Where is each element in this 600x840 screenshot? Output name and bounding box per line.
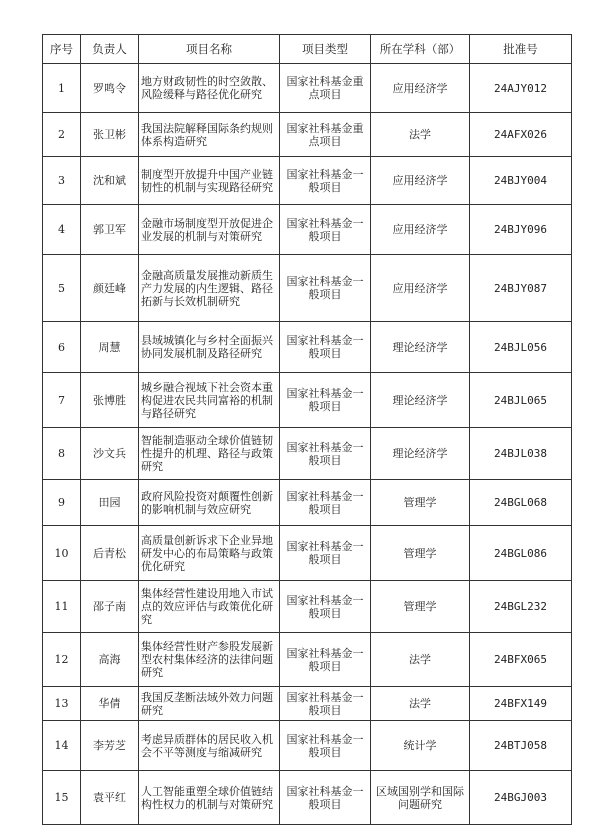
cell-leader: 华倩 [81, 687, 139, 721]
table-row [43, 205, 572, 255]
cell-discipline: 理论经济学 [371, 428, 470, 480]
cell-approval-no: 24BJY087 [470, 255, 572, 322]
cell-index: 4 [43, 205, 81, 255]
cell-approval-no: 24BJL038 [470, 428, 572, 480]
cell-index: 13 [43, 687, 81, 721]
cell-project-name: 城乡融合视域下社会资本重构促进农民共同富裕的机制与路径研究 [139, 373, 280, 428]
cell-index: 12 [43, 633, 81, 687]
cell-index: 1 [43, 64, 81, 113]
cell-index: 5 [43, 255, 81, 322]
cell-project-type: 国家社科基金一般项目 [280, 157, 371, 205]
cell-leader: 袁平红 [81, 771, 139, 825]
cell-discipline: 应用经济学 [371, 205, 470, 255]
cell-project-name: 地方财政韧性的时空敛散、风险缓释与路径优化研究 [139, 64, 280, 113]
cell-discipline: 理论经济学 [371, 373, 470, 428]
cell-project-name: 我国法院解释国际条约规则体系构造研究 [139, 113, 280, 157]
cell-leader: 张卫彬 [81, 113, 139, 157]
cell-approval-no: 24AFX026 [470, 113, 572, 157]
cell-leader: 邵子南 [81, 581, 139, 633]
cell-discipline: 理论经济学 [371, 322, 470, 373]
cell-index: 15 [43, 771, 81, 825]
cell-index: 3 [43, 157, 81, 205]
cell-discipline: 区域国别学和国际问题研究 [371, 771, 470, 825]
table-row [43, 721, 572, 771]
cell-discipline: 应用经济学 [371, 64, 470, 113]
cell-approval-no: 24BGL086 [470, 526, 572, 581]
cell-approval-no: 24BJY096 [470, 205, 572, 255]
table-row [43, 687, 572, 721]
cell-leader: 颜廷峰 [81, 255, 139, 322]
cell-approval-no: 24BFX149 [470, 687, 572, 721]
cell-project-name: 人工智能重塑全球价值链结构性权力的机制与对策研究 [139, 771, 280, 825]
cell-discipline: 管理学 [371, 480, 470, 526]
cell-project-name: 政府风险投资对颠覆性创新的影响机制与效应研究 [139, 480, 280, 526]
cell-index: 7 [43, 373, 81, 428]
cell-index: 6 [43, 322, 81, 373]
table-row [43, 255, 572, 322]
cell-leader: 李芳芝 [81, 721, 139, 771]
header-project-type: 项目类型 [280, 35, 371, 64]
cell-approval-no: 24BTJ058 [470, 721, 572, 771]
cell-project-type: 国家社科基金一般项目 [280, 322, 371, 373]
cell-project-type: 国家社科基金一般项目 [280, 581, 371, 633]
projects-table [42, 34, 572, 825]
cell-discipline: 法学 [371, 687, 470, 721]
table-row [43, 322, 572, 373]
header-project-name: 项目名称 [139, 35, 280, 64]
cell-project-type: 国家社科基金一般项目 [280, 255, 371, 322]
cell-discipline: 统计学 [371, 721, 470, 771]
cell-project-name: 我国反垄断法域外效力问题研究 [139, 687, 280, 721]
table-row [43, 373, 572, 428]
cell-discipline: 管理学 [371, 526, 470, 581]
cell-project-name: 智能制造驱动全球价值链韧性提升的机理、路径与政策研究 [139, 428, 280, 480]
cell-project-name: 金融高质量发展推动新质生产力发展的内生逻辑、路径拓新与长效机制研究 [139, 255, 280, 322]
cell-leader: 沙文兵 [81, 428, 139, 480]
cell-leader: 张博胜 [81, 373, 139, 428]
cell-index: 11 [43, 581, 81, 633]
cell-project-name: 集体经营性财产参股发展新型农村集体经济的法律问题研究 [139, 633, 280, 687]
cell-project-name: 制度型开放提升中国产业链韧性的机制与实现路径研究 [139, 157, 280, 205]
header-index: 序号 [43, 35, 81, 64]
cell-discipline: 应用经济学 [371, 157, 470, 205]
table-row [43, 157, 572, 205]
cell-project-name: 县域城镇化与乡村全面振兴协同发展机制及路径研究 [139, 322, 280, 373]
cell-index: 10 [43, 526, 81, 581]
header-approval-no: 批准号 [470, 35, 572, 64]
cell-discipline: 法学 [371, 113, 470, 157]
table-row [43, 633, 572, 687]
cell-project-name: 高质量创新诉求下企业异地研发中心的布局策略与政策优化研究 [139, 526, 280, 581]
cell-leader: 沈和斌 [81, 157, 139, 205]
cell-leader: 罗鸣令 [81, 64, 139, 113]
cell-project-type: 国家社科基金一般项目 [280, 428, 371, 480]
cell-leader: 高海 [81, 633, 139, 687]
cell-discipline: 法学 [371, 633, 470, 687]
table-row [43, 113, 572, 157]
cell-approval-no: 24BGJ003 [470, 771, 572, 825]
cell-approval-no: 24BFX065 [470, 633, 572, 687]
cell-project-type: 国家社科基金一般项目 [280, 687, 371, 721]
cell-project-type: 国家社科基金一般项目 [280, 771, 371, 825]
table-row [43, 64, 572, 113]
cell-project-type: 国家社科基金一般项目 [280, 373, 371, 428]
cell-leader: 周慧 [81, 322, 139, 373]
header-row [43, 35, 572, 64]
cell-project-type: 国家社科基金一般项目 [280, 721, 371, 771]
table-row [43, 526, 572, 581]
cell-project-type: 国家社科基金一般项目 [280, 480, 371, 526]
cell-leader: 田园 [81, 480, 139, 526]
header-discipline: 所在学科（部） [371, 35, 470, 64]
table-row [43, 771, 572, 825]
table-row [43, 480, 572, 526]
cell-index: 14 [43, 721, 81, 771]
table-row [43, 581, 572, 633]
header-leader: 负责人 [81, 35, 139, 64]
cell-index: 9 [43, 480, 81, 526]
cell-project-type: 国家社科基金重点项目 [280, 64, 371, 113]
cell-index: 2 [43, 113, 81, 157]
cell-leader: 郭卫军 [81, 205, 139, 255]
cell-project-name: 集体经营性建设用地入市试点的效应评估与政策优化研究 [139, 581, 280, 633]
cell-index: 8 [43, 428, 81, 480]
cell-approval-no: 24BJL065 [470, 373, 572, 428]
cell-project-name: 考虑异质群体的居民收入机会不平等测度与缩减研究 [139, 721, 280, 771]
cell-leader: 后青松 [81, 526, 139, 581]
cell-project-type: 国家社科基金一般项目 [280, 205, 371, 255]
cell-project-type: 国家社科基金一般项目 [280, 633, 371, 687]
cell-approval-no: 24BGL232 [470, 581, 572, 633]
cell-project-type: 国家社科基金重点项目 [280, 113, 371, 157]
cell-approval-no: 24BJY004 [470, 157, 572, 205]
cell-approval-no: 24AJY012 [470, 64, 572, 113]
table-row [43, 428, 572, 480]
cell-project-name: 金融市场制度型开放促进企业发展的机制与对策研究 [139, 205, 280, 255]
cell-approval-no: 24BJL056 [470, 322, 572, 373]
cell-approval-no: 24BGL068 [470, 480, 572, 526]
cell-project-type: 国家社科基金一般项目 [280, 526, 371, 581]
cell-discipline: 管理学 [371, 581, 470, 633]
cell-discipline: 应用经济学 [371, 255, 470, 322]
